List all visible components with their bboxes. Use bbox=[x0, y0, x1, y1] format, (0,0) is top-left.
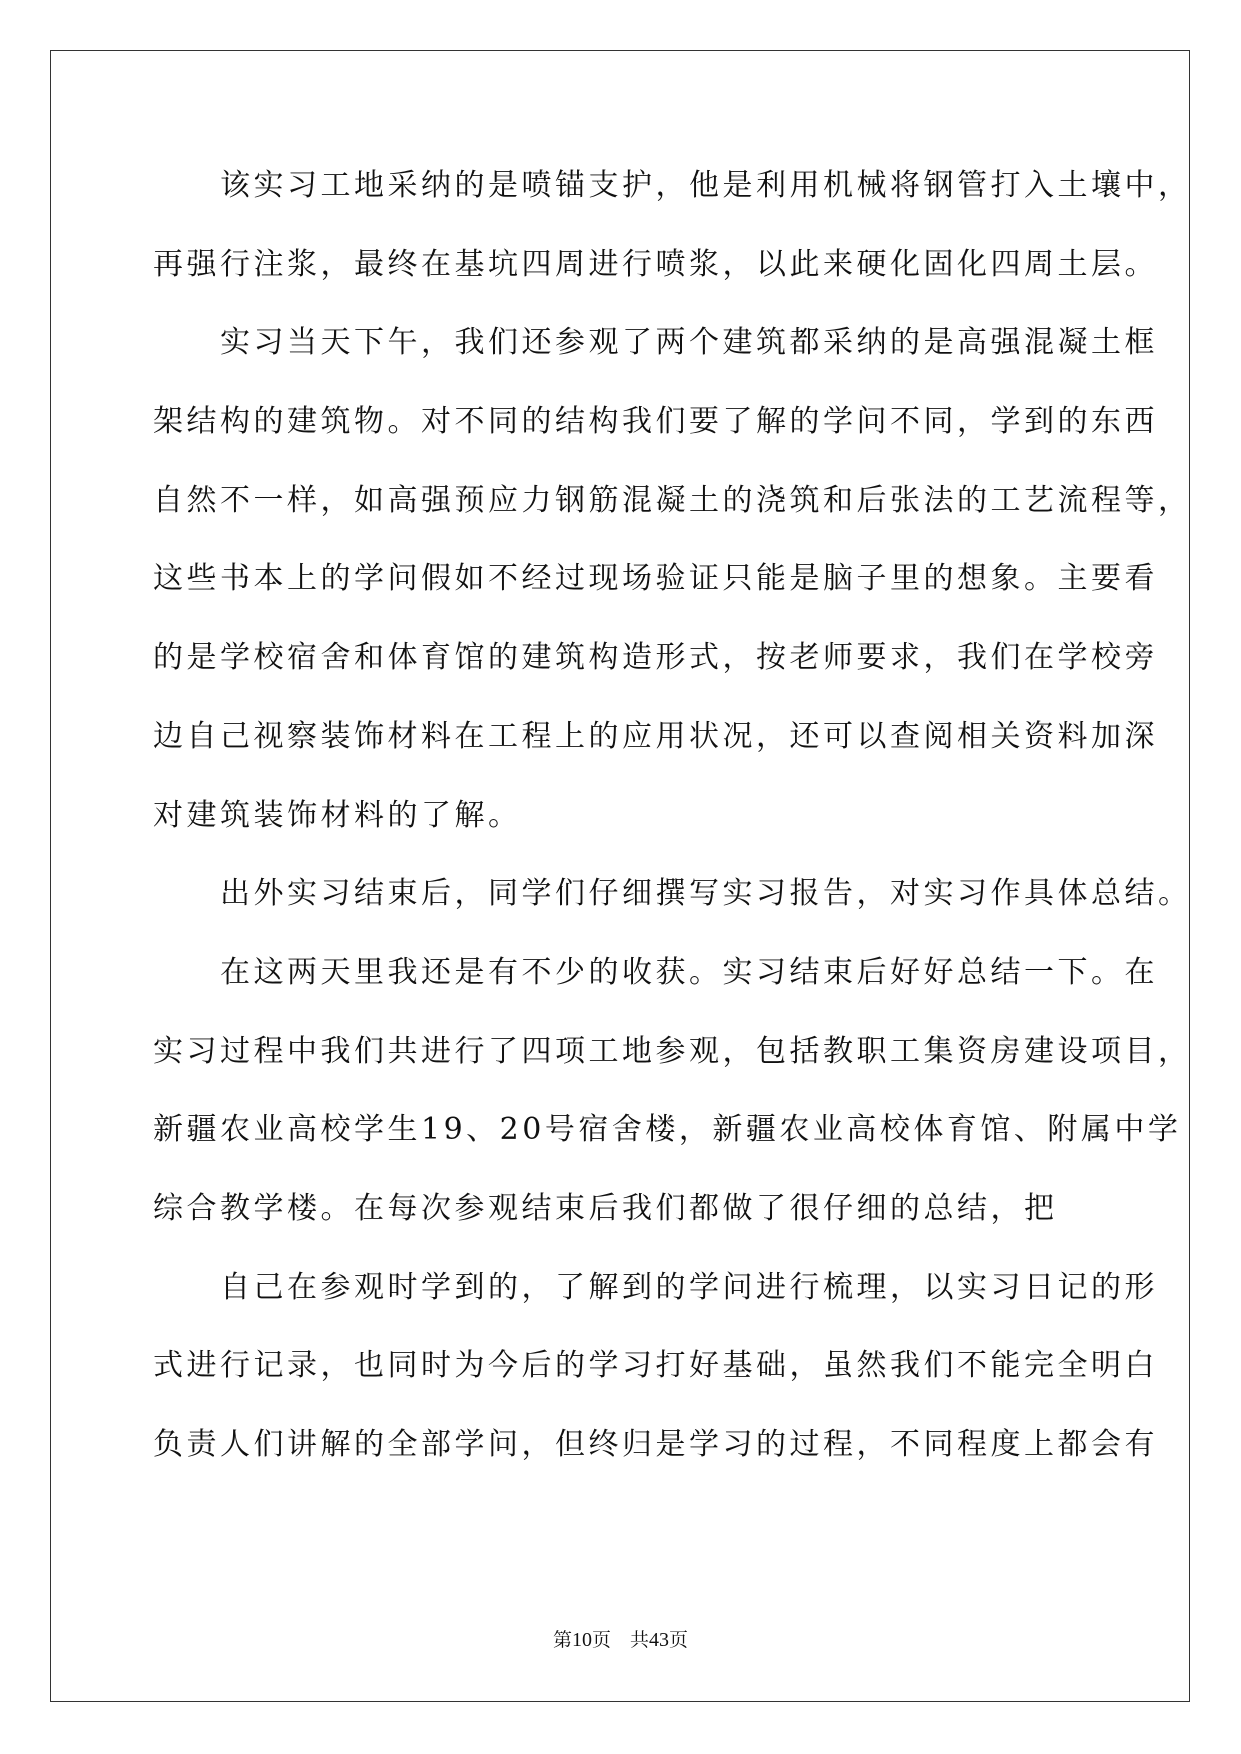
text-line: 再强行注浆，最终在基坑四周进行喷浆，以此来硬化固化四周土层。 bbox=[153, 246, 1158, 282]
footer-suffix: 页 bbox=[669, 1629, 689, 1651]
document-body bbox=[153, 168, 1192, 1508]
footer-prefix: 第 bbox=[552, 1629, 572, 1651]
text-line: 边自己视察装饰材料在工程上的应用状况，还可以查阅相关资料加深 bbox=[153, 718, 1158, 754]
text-line: 负责人们讲解的全部学问，但终归是学习的过程，不同程度上都会有 bbox=[153, 1427, 1158, 1462]
footer-mid: 页 共 bbox=[591, 1629, 649, 1651]
text-line: 的是学校宿舍和体育馆的建筑构造形式，按老师要求，我们在学校旁 bbox=[153, 640, 1158, 676]
text-line: 实习过程中我们共进行了四项工地参观，包括教职工集资房建设项目， bbox=[153, 1033, 1192, 1069]
text-line: 出外实习结束后，同学们仔细撰写实习报告，对实习作具体总结。 bbox=[153, 876, 1192, 912]
text-line: 实习当天下午，我们还参观了两个建筑都采纳的是高强混凝土框 bbox=[153, 325, 1158, 361]
text-line: 式进行记录，也同时为今后的学习打好基础，虽然我们不能完全明白 bbox=[153, 1348, 1158, 1384]
text-line: 架结构的建筑物。对不同的结构我们要了解的学问不同，学到的东西 bbox=[153, 404, 1158, 440]
text-line: 该实习工地采纳的是喷锚支护，他是利用机械将钢管打入土壤中， bbox=[153, 168, 1192, 203]
text-line: 在这两天里我还是有不少的收获。实习结束后好好总结一下。在 bbox=[153, 954, 1158, 990]
text-line: 对建筑装饰材料的了解。 bbox=[153, 797, 522, 833]
text-line: 新疆农业高校学生19、20号宿舍楼，新疆农业高校体育馆、附属中学 bbox=[153, 1112, 1182, 1148]
text-line: 综合教学楼。在每次参观结束后我们都做了很仔细的总结，把 bbox=[153, 1190, 1058, 1226]
page-number: 10 bbox=[571, 1629, 592, 1651]
text-line: 这些书本上的学问假如不经过现场验证只能是脑子里的想象。主要看 bbox=[153, 561, 1158, 597]
total-pages: 43 bbox=[649, 1629, 669, 1651]
text-line: 自然不一样，如高强预应力钢筋混凝土的浇筑和后张法的工艺流程等， bbox=[153, 482, 1192, 518]
text-line: 自己在参观时学到的，了解到的学问进行梳理，以实习日记的形 bbox=[153, 1269, 1158, 1305]
page-footer bbox=[0, 1628, 1241, 1652]
